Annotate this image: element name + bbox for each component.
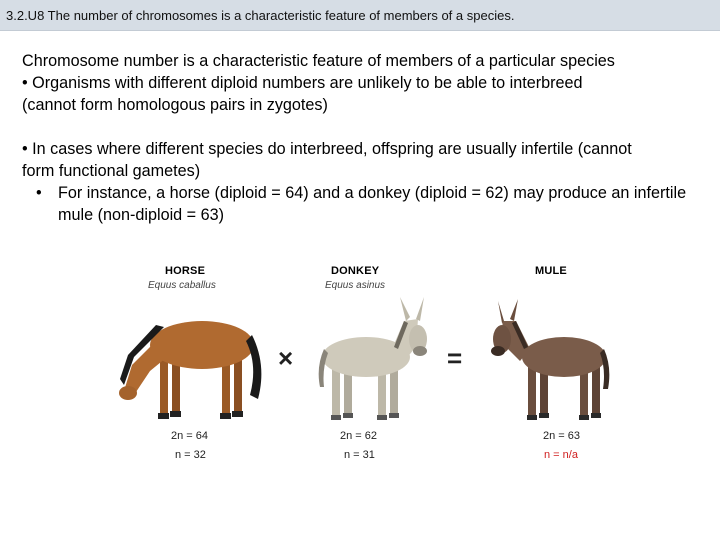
spacer bbox=[22, 116, 712, 138]
mule-haploid: n = n/a bbox=[544, 449, 578, 461]
horse-diploid: 2n = 64 bbox=[171, 430, 209, 442]
sub-bullet-marker: • bbox=[36, 184, 42, 202]
sub-bullet bbox=[22, 182, 712, 226]
mule-illustration bbox=[484, 297, 614, 427]
horse-title: HORSE bbox=[165, 265, 206, 277]
paragraph-line: form functional gametes) bbox=[22, 162, 201, 180]
donkey-scientific-name: Equus asinus bbox=[325, 280, 386, 291]
horse-haploid: n = 32 bbox=[175, 449, 206, 461]
bullet-line: • Organisms with different diploid numbers are unlikely to be able to interbreed bbox=[22, 74, 583, 92]
mule-title: MULE bbox=[535, 265, 567, 277]
donkey-illustration bbox=[312, 297, 442, 427]
paragraph-line: Chromosome number is a characteristic feature of members of a particular species bbox=[22, 52, 615, 70]
slide-header bbox=[0, 0, 720, 31]
species-figure bbox=[0, 255, 720, 495]
bullet-line: • In cases where different species do interbreed, offspring are usually infertile (cannot bbox=[22, 140, 632, 158]
donkey-haploid: n = 31 bbox=[344, 449, 375, 461]
donkey-title: DONKEY bbox=[331, 265, 380, 277]
equals-symbol: = bbox=[447, 343, 463, 373]
mule-diploid: 2n = 63 bbox=[543, 430, 581, 442]
horse-scientific-name: Equus caballus bbox=[148, 280, 216, 291]
paragraph-line: (cannot form homologous pairs in zygotes) bbox=[22, 96, 328, 114]
slide-body bbox=[22, 50, 712, 226]
times-symbol: × bbox=[278, 343, 294, 373]
donkey-diploid: 2n = 62 bbox=[340, 430, 378, 442]
horse-illustration bbox=[112, 295, 272, 425]
sub-bullet-text: For instance, a horse (diploid = 64) and a donkey (diploid = 62) may produce an infertile mule (non-diploid = 63) bbox=[58, 184, 687, 224]
slide-title: 3.2.U8 The number of chromosomes is a characteristic feature of members of a species. bbox=[6, 8, 515, 23]
